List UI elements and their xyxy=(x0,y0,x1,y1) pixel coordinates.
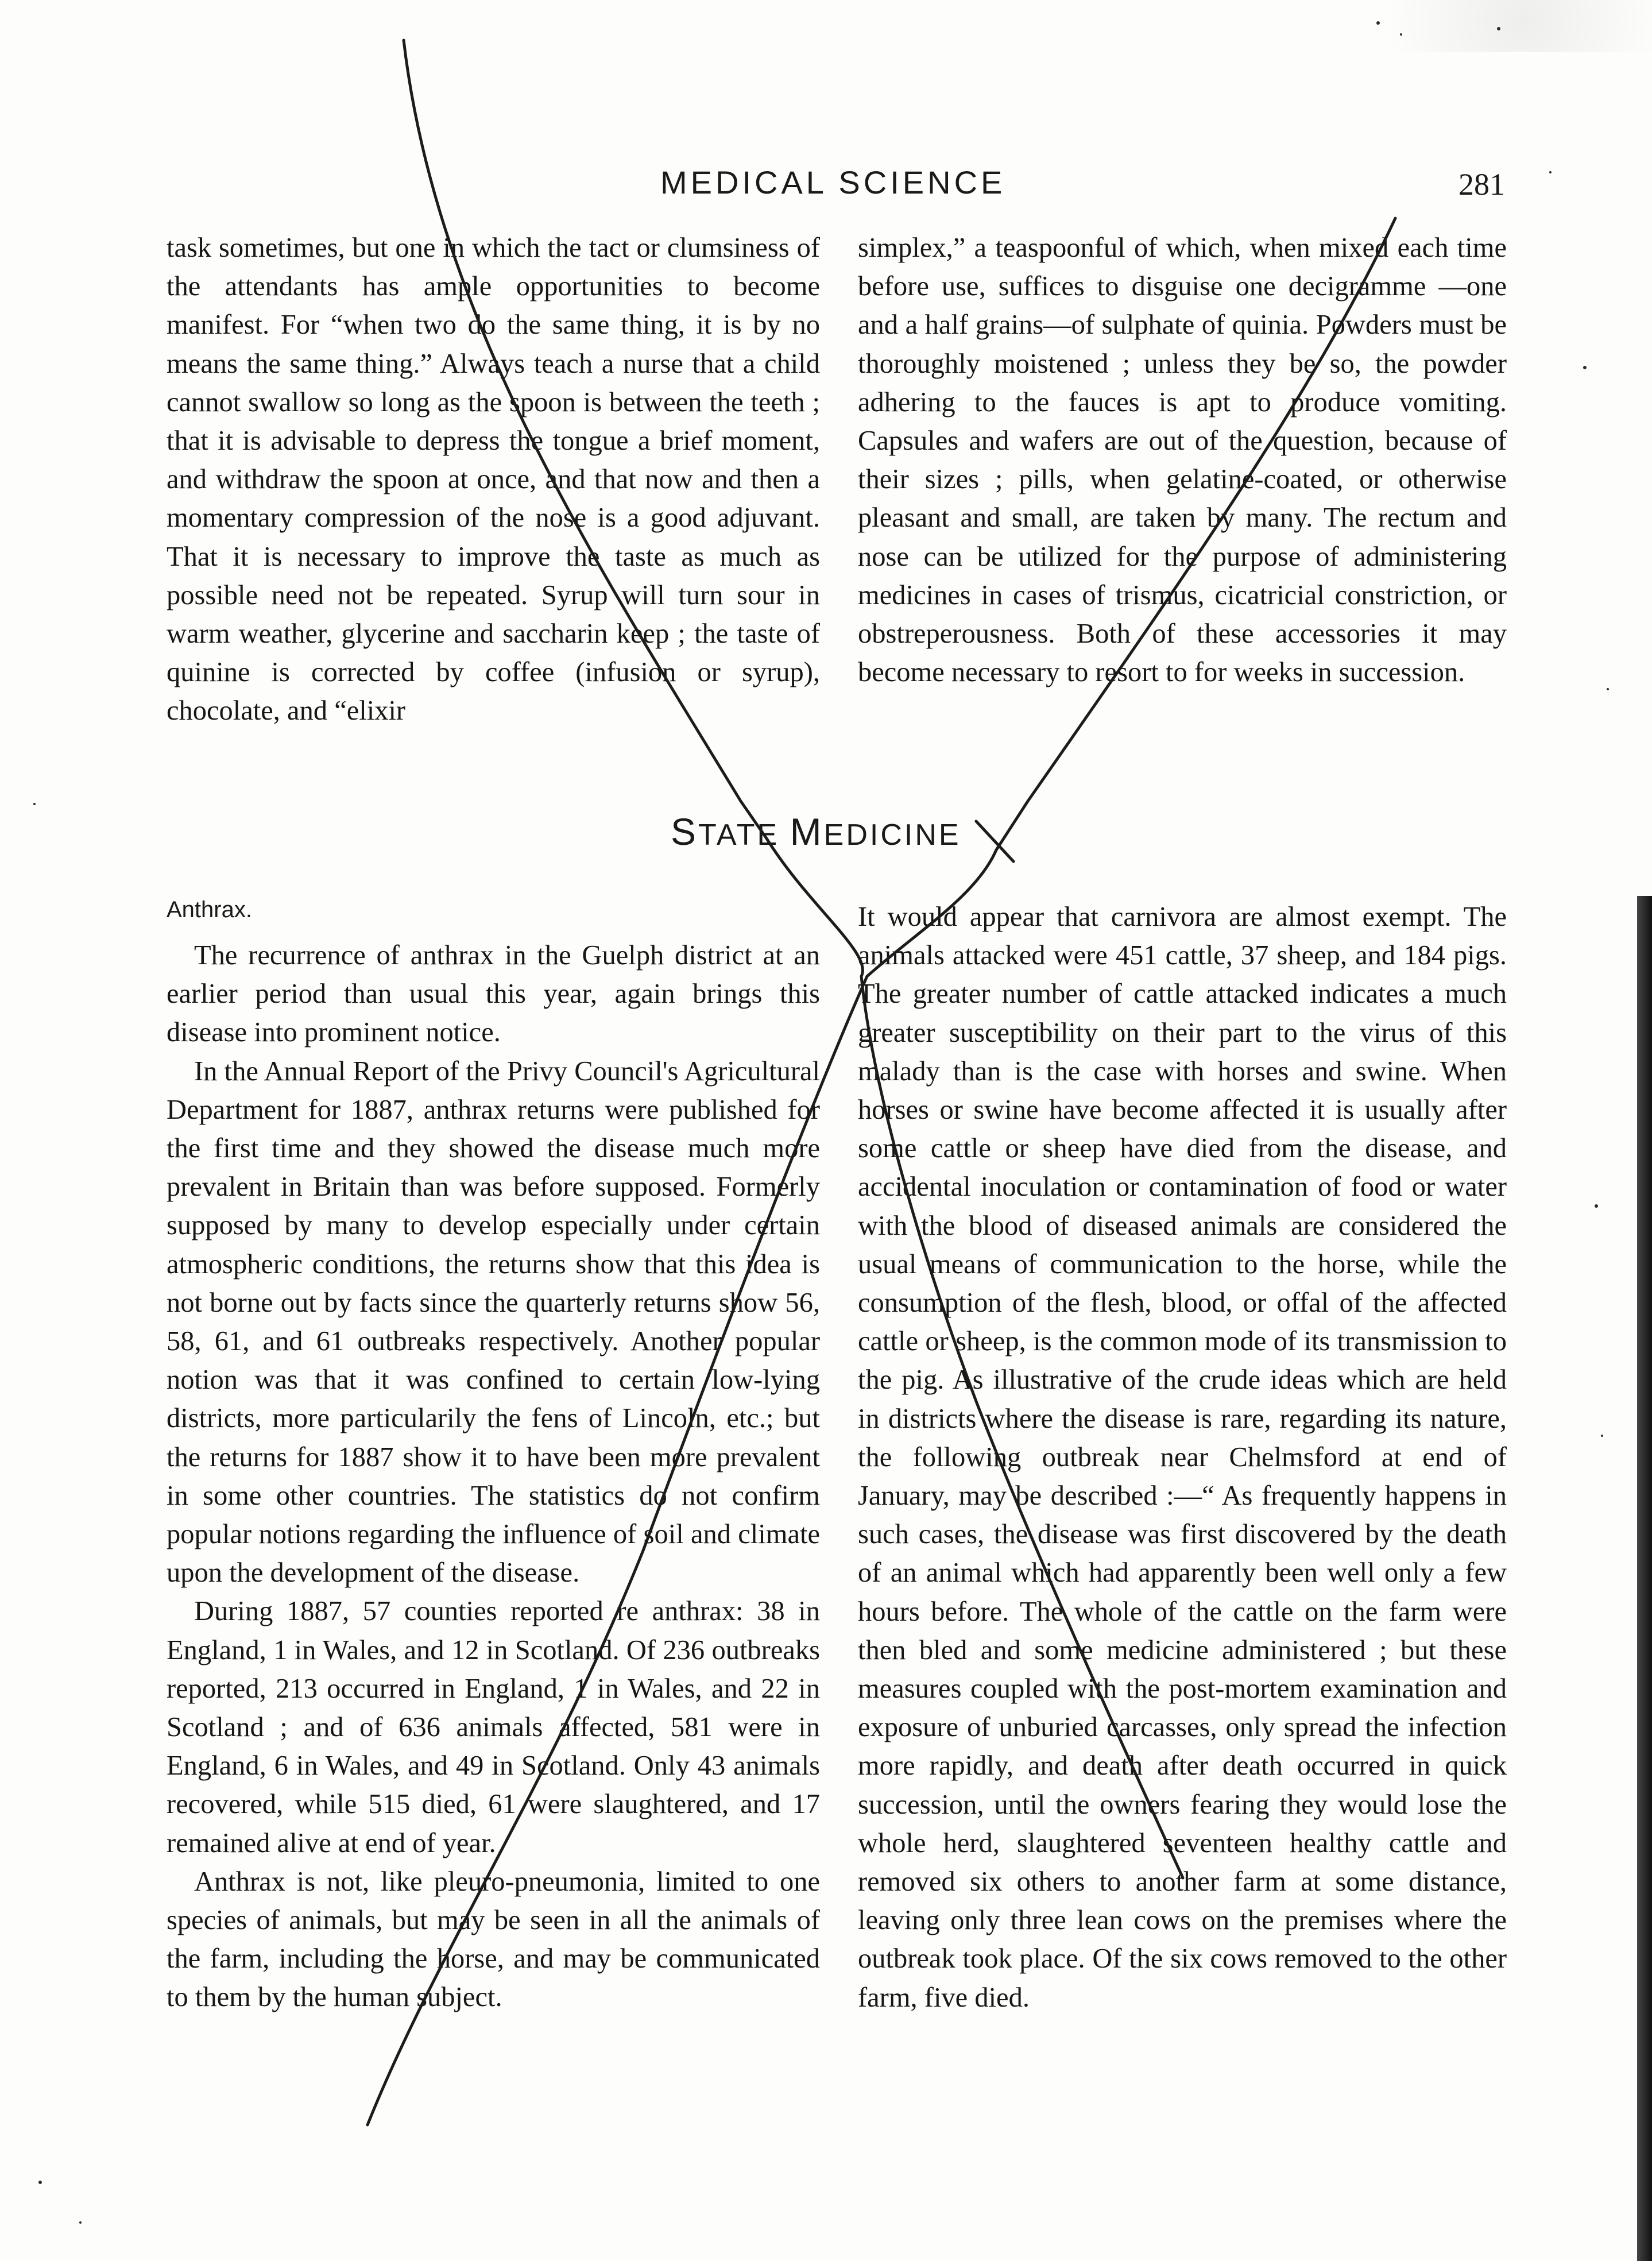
paragraph: Anthrax is not, like pleuro-pneumonia, limited to one species of animals, but may be seen in all the animals of the farm, including the horse, and may be communicated to them by the human subject. xyxy=(167,1866,820,2013)
running-head: MEDICAL SCIENCE xyxy=(660,164,1006,200)
paragraph: simplex,” a teaspoonful of which, when mixed each time before use, suffices to disguise one decigramme —one and a half grains—of sulphate of quinia. Powders must be thoroughly moistened ; unless they be so, the powder adhering to the fauces is apt to produce vomiting. Capsules and wafers are out of the question, because of their sizes ; pills, when gelatine-coated, or otherwise pleasant and small, are taken by many. The rectum and nose can be utilized for the purpose of administering medicines in cases of trismus, cicatricial constriction, or obstreperousness. Both of these accessories it may become necessary to resort to for weeks in succession. xyxy=(858,233,1507,688)
paragraph: It would appear that carnivora are almost exempt. The animals attacked were 451 cattle, 37 sheep, and 184 pigs. The greater number of cattle attacked indicates a much greater susceptibility on their part to the virus of this malady than is the case with horses and swine. When horses or swine have become affected it is usually after some cattle or sheep have died from the disease, and accidental inoculation or contamination of food or water with the blood of diseased animals are considered the usual means of communication to the horse, while the consumption of the flesh, blood, or offal of the affected cattle or sheep, is the common mode of its transmission to the pig. As illustrative of the crude ideas which are held in districts where the disease is rare, regarding its nature, the following outbreak near Chelmsford at end of January, may be described :—“ As frequently happens in such cases, the disease was first discovered by the death of an animal which had apparently been well only a few hours before. The whole of the cattle on the farm were then bled and some medicine administered ; but these measures coupled with the post-mortem examination and exposure of unburied carcasses, only spread the infection more rapidly, and death after death occurred in quick succession, until the owners fearing they would lose the whole herd, slaughtered seventeen healthy cattle and removed six others to another farm at some distance, leaving only three lean cows on the premises where the outbreak took place. Of the six cows removed to the other farm, five died. xyxy=(858,902,1507,2013)
page-edge-shadow xyxy=(1637,896,1652,2261)
section-title xyxy=(671,810,961,853)
top-right-column xyxy=(858,229,1507,691)
section-title-initial: M xyxy=(790,810,824,853)
crossout-stroke xyxy=(976,821,1013,861)
scan-noise xyxy=(1330,0,1652,52)
article-subheading: Anthrax. xyxy=(167,897,252,922)
paragraph: In the Annual Report of the Privy Council's Agricultural Department for 1887, anthrax returns were published for the first time and they showed the disease much more prevalent in Britain than was before supposed. Formerly supposed by many to develop especially under certain atmospheric conditions, the returns show that this idea is not borne out by facts since the quarterly returns show 56, 58, 61, and 61 outbreaks respectively. Another popular notion was that it was confined to certain low-lying districts, more particularily the fens of Lincoln, etc.; but the returns for 1887 show it to have been more prevalent in some other countries. The statistics do not confirm popular notions regarding the influence of soil and climate upon the development of the disease. xyxy=(167,1056,820,1589)
top-left-column xyxy=(167,229,820,731)
bottom-right-column xyxy=(858,898,1507,2017)
section-title-smallcaps: TATE xyxy=(698,818,790,852)
paragraph: During 1887, 57 counties reported re anthrax: 38 in England, 1 in Wales, and 12 in Scotland. Of 236 outbreaks reported, 213 occurred in England, 1 in Wales, and 22 in Scotland ; and of 636 animals affected, 581 were in England, 6 in Wales, and 49 in Scotland. Only 43 animals recovered, while 515 died, 61 were slaughtered, and 17 remained alive at end of year. xyxy=(167,1596,820,1858)
paragraph: task sometimes, but one in which the tact or clumsiness of the attendants has ample opportunities to become manifest. For “when two do the same thing, it is by no means the same thing.” Always teach a nurse that a child cannot swallow so long as the spoon is between the teeth ; that it is advisable to depress the tongue a brief moment, and withdraw the spoon at once, and that now and then a momentary compression of the nose is a good adjuvant. That it is necessary to improve the taste as much as possible need not be repeated. Syrup will turn sour in warm weather, glycerine and saccharin keep ; the taste of quinine is corrected by coffee (infusion or syrup), chocolate, and “elixir xyxy=(167,233,820,726)
section-title-smallcaps: EDICINE xyxy=(823,818,961,852)
section-title-initial: S xyxy=(671,810,699,853)
bottom-left-column xyxy=(167,936,820,2017)
page-number: 281 xyxy=(1458,167,1505,202)
paragraph: The recurrence of anthrax in the Guelph district at an earlier period than usual this year, again brings this disease into prominent notice. xyxy=(167,940,820,1048)
